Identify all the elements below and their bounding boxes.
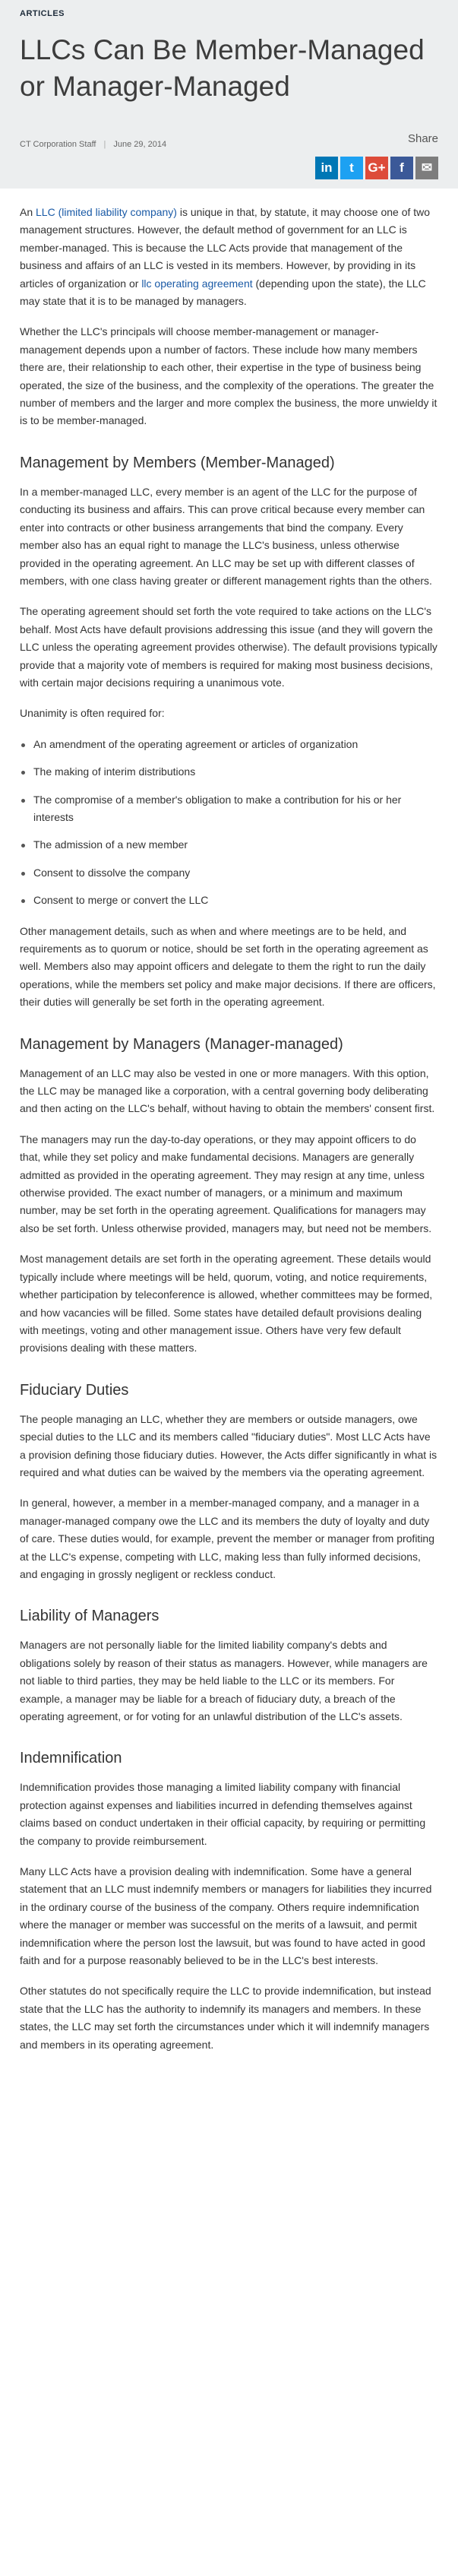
llc-link[interactable]: LLC (limited liability company) [36,206,177,218]
paragraph: Most management details are set forth in the operating agreement. These details would typically include where meetings will be held, quorum, voting, and notice requirements, whether participation by teleconference is allowed, whether committees may be formed, and how vacancies will be filled. Some states have detailed default provisions dealing with meetings, voting and other management issue. Others have very few default provisions dealing with these matters. [20,1253,433,1355]
google-plus-icon[interactable]: G+ [365,157,388,179]
paragraph: Managers are not personally liable for the limited liability company's debts and obligations solely by reason of their status as managers. However, while managers are not liable to third parties, they may be held liable to the LLC or its members. For example, a manager may be liable for a breach of fiduciary duty, a breach of the operating agreement, or for voting for an unlawful distribution of the LLC's assets. [20,1639,428,1722]
byline-separator: | [103,140,106,149]
paragraph: The operating agreement should set forth the vote required to take actions on the LLC's behalf. Most Acts have default provisions addressing this issue (and they will govern the LLC unless the operating agreement provides otherwise). The default provisions typically provide that a majority vote of members is required for making most business decisions, with certain major decisions requiring a unanimous vote. [20,605,437,689]
intro-text: An [20,206,36,218]
article-body [0,189,458,2054]
facebook-icon[interactable]: f [390,157,413,179]
byline [20,140,166,149]
paragraph: In general, however, a member in a member-managed company, and a manager in a manager-managed company owe the LLC and its members the duty of loyalty and duty of care. These duties would, for example, prevent the member or manager from profiting at the LLC's expense, competing with LLC, making less than fully informed decisions, and engaging in grossly negligent or reckless conduct. [20,1497,435,1580]
unanimity-list [20,736,438,910]
section-heading-manager-managed: Management by Managers (Manager-managed) [20,1035,343,1053]
intro-paragraph-2: Whether the LLC's principals will choose member-management or manager-management depends upon a number of factors. These include how many members there are, their relationship to each other, their expertise in the type of business being operated, the size of the business, and the complexity of the operations. The greater the number of members and the larger and more complex the business, the more unwieldy it is to be member-managed. [20,325,437,427]
list-item: The compromise of a member's obligation to make a contribution for his or her interests [20,791,438,827]
list-item: An amendment of the operating agreement or articles of organization [20,736,438,753]
paragraph: Many LLC Acts have a provision dealing with indemnification. Some have a general statement that an LLC must indemnify members or managers for liabilities they incurred in the ordinary course of the business of the company. Others require indemnification where the manager or member was successful on the merits of a lawsuit, and permit indemnification where the person lost the lawsuit, but was found to have acted in good faith and for a purpose reasonably believed to be in the LLC's best interests. [20,1865,432,1967]
list-item: The making of interim distributions [20,763,438,781]
linkedin-icon[interactable]: in [315,157,338,179]
list-item: The admission of a new member [20,836,438,854]
section-heading-indemnification: Indemnification [20,1750,122,1767]
section-heading-fiduciary-duties: Fiduciary Duties [20,1381,129,1399]
paragraph: Unanimity is often required for: [20,707,165,720]
paragraph: Indemnification provides those managing a limited liability company with financial protection against expenses and liabilities incurred in defending themselves against claims based on conduct undertaken in their official capacity, by requiring or permitting the company to provide reimbursement. [20,1781,426,1847]
email-icon[interactable]: ✉ [415,157,438,179]
twitter-icon[interactable]: t [340,157,363,179]
intro-paragraph-1 [20,204,438,310]
list-item: Consent to dissolve the company [20,864,438,882]
paragraph: Management of an LLC may also be vested in one or more managers. With this option, the LLC may be managed like a corporation, with a central governing body deliberating and then acting on the LLC's behalf, without having to obtain the members' consent first. [20,1066,435,1115]
operating-agreement-link[interactable]: llc operating agreement [141,277,253,290]
share-label: Share [407,132,438,145]
page-title: LLCs Can Be Member-Managed or Manager-Managed [20,34,425,102]
section-eyebrow[interactable]: ARTICLES [20,9,65,18]
paragraph: The managers may run the day-to-day operations, or they may appoint officers to do that, while they set policy and make fundamental decisions. Managers are generally admitted as provided in the operating agreement. They may resign at any time, unless otherwise provided. The exact number of managers, or a minimum and maximum number, may be set forth in the operating agreement. Qualifications for managers may also be set forth. Unless otherwise provided, managers may, but need not be members. [20,1133,432,1234]
section-heading-member-managed: Management by Members (Member-Managed) [20,454,335,471]
share-bar [315,157,438,179]
article-header [0,0,458,189]
intro-text: is unique in that, by statute, it may choose one of two management structures. However, the default method of government for an LLC is member-managed. This is because the LLC Acts provide that management of the business and affairs of an LLC is vested in its members. However, by providing in its articles of organization or [20,206,431,290]
paragraph: The people managing an LLC, whether they are members or outside managers, owe special duties to the LLC and its members called "fiduciary duties". Most LLC Acts have a provision defining those fiduciary duties. However, the Acts differ significantly in what is required and what duties can be waived by the members via the operating agreement. [20,1412,437,1478]
publish-date: June 29, 2014 [113,140,167,149]
section-heading-liability: Liability of Managers [20,1608,160,1625]
author-name: CT Corporation Staff [20,140,96,149]
list-item: Consent to merge or convert the LLC [20,892,438,909]
paragraph: Other management details, such as when and where meetings are to be held, and requirements as to quorum or notice, should be set forth in the operating agreement as well. Members also may appoint officers and delegate to them the right to run the daily operations, while the members set policy and make major decisions. If there are officers, their duties will generally be set forth in the operating agreement. [20,924,436,1009]
paragraph: In a member-managed LLC, every member is an agent of the LLC for the purpose of conducting its business and affairs. This can prove critical because every member can enter into contracts or other business arrangements that bind the company. Every member also has an equal right to manage the LLC's business, unless otherwise provided in the operating agreement. An LLC may be set up with different classes of members, with one class having greater or different management rights than the others. [20,485,432,587]
intro-text: (depending upon the state), the LLC may state that it is to be managed by managers. [20,277,426,308]
paragraph: Other statutes do not specifically require the LLC to provide indemnification, but instead state that the LLC has the authority to indemnify its managers and members. In these states, the LLC may set forth the circumstances under which it will indemnify managers and members in its operating agreement. [20,1985,431,2051]
